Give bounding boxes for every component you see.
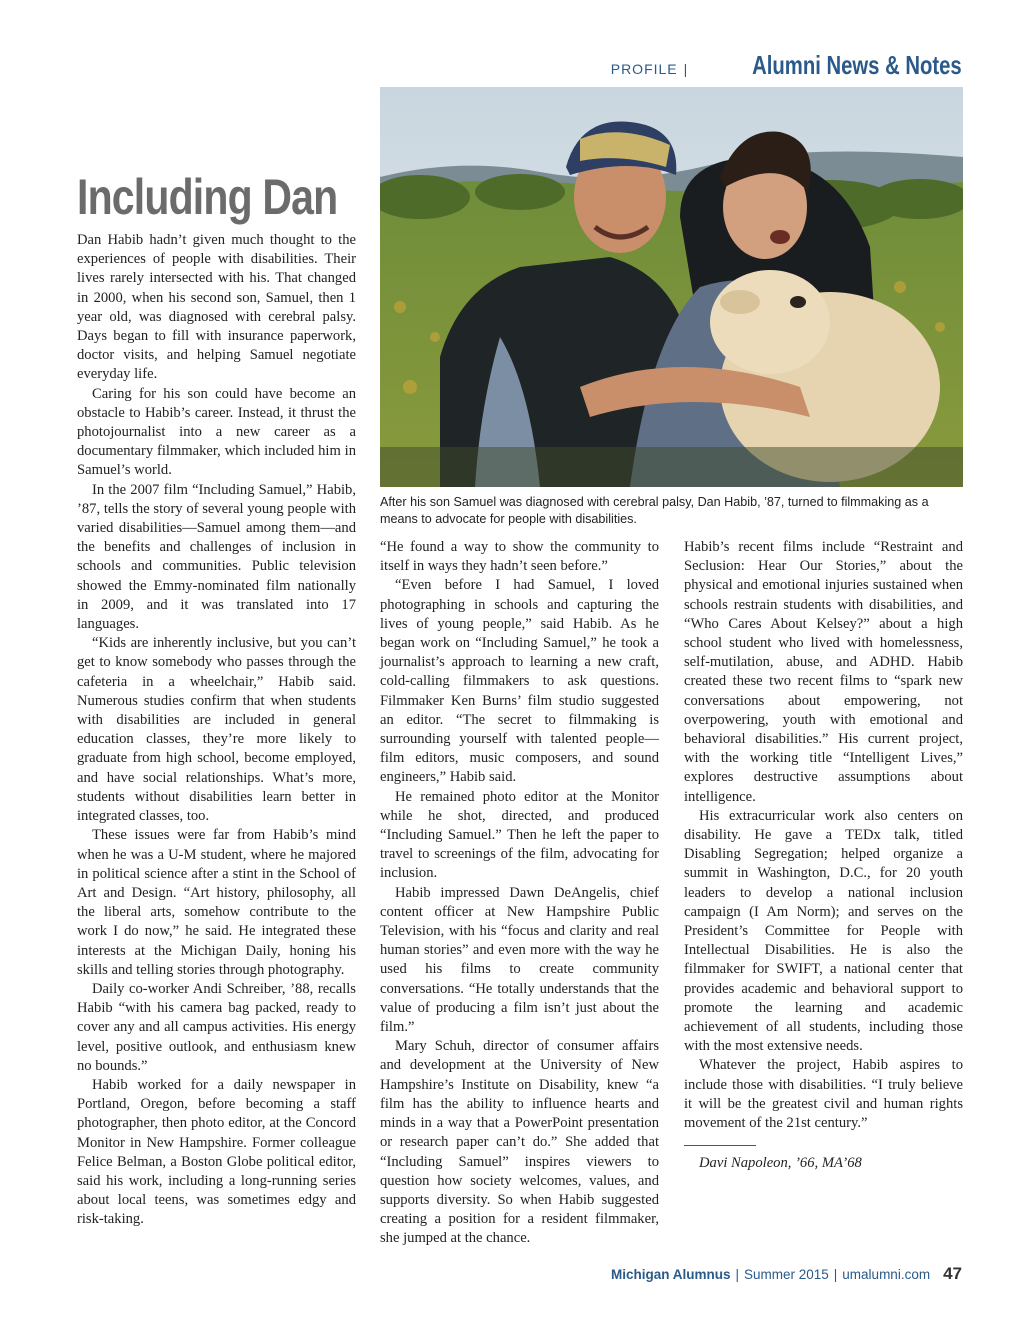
author-byline: Davi Napoleon, ’66, MA’68	[699, 1155, 862, 1172]
footer-separator: |	[735, 1267, 739, 1282]
page-number: 47	[943, 1264, 962, 1283]
text-column-3	[684, 538, 963, 1174]
paragraph: “Even before I had Samuel, I loved photographing in schools and capturing the lives of young people,” said Habib. As he began work on “Including Samuel,” he took a journalist’s approach to learning a new craft, cold-calling filmmakers to ask questions. Filmmaker Ken Burns’ film studio suggested an editor. “The secret to filmmaking is surrounding yourself with talented people—film editors, music composers, and sound engineers,” Habib said.	[380, 577, 659, 786]
section-header	[611, 50, 962, 81]
section-separator: |	[683, 61, 688, 77]
website: umalumni.com	[842, 1267, 931, 1282]
text-column-2	[380, 538, 659, 1249]
paragraph: Habib worked for a daily newspaper in Portland, Oregon, before becoming a staff photographer, then photo editor, at the Concord Monitor in New Hampshire. Former colleague Felice Belman, a Boston Globe political editor, said his work, including a long-running series about local teens, was sometimes edgy and risk-taking.	[77, 1076, 356, 1228]
footer-separator: |	[833, 1267, 838, 1282]
issue-date: Summer 2015	[743, 1267, 829, 1282]
section-title: Alumni News & Notes	[752, 50, 962, 80]
paragraph: These issues were far from Habib’s mind when he was a U-M student, where he majored in political science after a stint in the School of Art and Design. “Art history, philosophy, all the liberal arts, somehow contribute to the work I do now,” he said. He integrated these interests at the Michigan Daily, honing his skills and telling stories through photography.	[77, 827, 356, 978]
paragraph: Whatever the project, Habib aspires to include those with disabilities. “I truly believe it will be the greatest civil and human rights movement of the 21st century.”	[684, 1057, 963, 1132]
magazine-name: Michigan Alumnus	[610, 1267, 731, 1282]
article-headline: Including Dan	[77, 169, 338, 225]
signature-rule	[684, 1145, 756, 1146]
paragraph: His extracurricular work also centers on disability. He gave a TEDx talk, titled Disabling Segregation; helped organize a summit in Washington, D.C., for 20 youth leaders to develop a national inclusion campaign (I Am Norm); and serves on the President’s Committee for People with Intellectual Disabilities. He is also the filmmaker for SWIFT, a national center that provides academic and behavioral support to promote the learning and academic achievement of all students, including those with the most extensive needs.	[684, 807, 963, 1055]
page-footer	[611, 1264, 962, 1284]
photo-caption: After his son Samuel was diagnosed with cerebral palsy, Dan Habib, ’87, turned to filmmaking as a means to advocate for people with disabilities.	[380, 495, 929, 526]
text-column-1	[77, 231, 356, 1230]
photo-illustration	[380, 87, 963, 487]
paragraph: In the 2007 film “Including Samuel,” Habib, ’87, tells the story of several young people with varied disabilities—Samuel among them—and the benefits and challenges of inclusion in schools and communities. Public television showed the Emmy-nominated film nationally in 2009, and it was translated into 17 languages.	[77, 481, 356, 633]
section-label: PROFILE	[610, 61, 678, 77]
paragraph: “Kids are inherently inclusive, but you can’t get to know somebody who passes through the cafeteria in a wheelchair,” Habib said. Numerous studies confirm that when students with disabilities are included in general education classes, they’re more likely to graduate from high school, become employed, and have social relationships. What’s more, students without disabilities learn better in integrated classes, too.	[77, 635, 356, 825]
paragraph: Daily co-worker Andi Schreiber, ’88, recalls Habib “with his camera bag packed, ready to cover any and all campus activities. His energy level, positive outlook, and enthusiasm knew no bounds.”	[77, 980, 356, 1074]
paragraph: “He found a way to show the community to itself in ways they hadn’t seen before.”	[380, 539, 659, 575]
paragraph: Caring for his son could have become an obstacle to Habib’s career. Instead, it thrust the photojournalist into a new career as a documentary filmmaker, which included him in Samuel’s world.	[77, 385, 356, 479]
paragraph: He remained photo editor at the Monitor while he shot, directed, and produced “Including Samuel.” Then he left the paper to travel to screenings of the film, advocating for inclusion.	[380, 788, 659, 882]
paragraph: Habib impressed Dawn DeAngelis, chief content officer at New Hampshire Public Television, with his “focus and clarity and real human stories” and even more with the way he used his films to create community conversations. “He totally understands that the value of producing a film isn’t just about the film.”	[380, 884, 659, 1036]
article-photo	[380, 87, 963, 487]
paragraph: Dan Habib hadn’t given much thought to the experiences of people with disabilities. Their lives rarely intersected with his. That changed in 2000, when his second son, Samuel, then 1 year old, was diagnosed with cerebral palsy. Days began to fill with insurance paperwork, doctor visits, and helping Samuel negotiate everyday life.	[77, 232, 356, 383]
paragraph: Habib’s recent films include “Restraint and Seclusion: Hear Our Stories,” about the physical and emotional injuries sustained when schools restrain students with disabilities, and “Who Cares About Kelsey?” about a high school student who lived with homelessness, self-mutilation, abuse, and ADHD. Habib created these two recent films to “spark new conversations about empowering, not overpowering, youth with emotional and behavioral disabilities.” His current project, with the working title “Intelligent Lives,” explores destructive assumptions about intelligence.	[684, 539, 963, 805]
paragraph: Mary Schuh, director of consumer affairs and development at the University of New Hampshire’s Institute on Disability, knew “a film has the ability to influence hearts and minds in a way that a PowerPoint presentation or research paper can’t do.” She added that “Including Samuel” inspires viewers to question how society welcomes, values, and supports diversity. So when Habib suggested creating a position for a resident filmmaker, she jumped at the chance.	[380, 1038, 659, 1247]
